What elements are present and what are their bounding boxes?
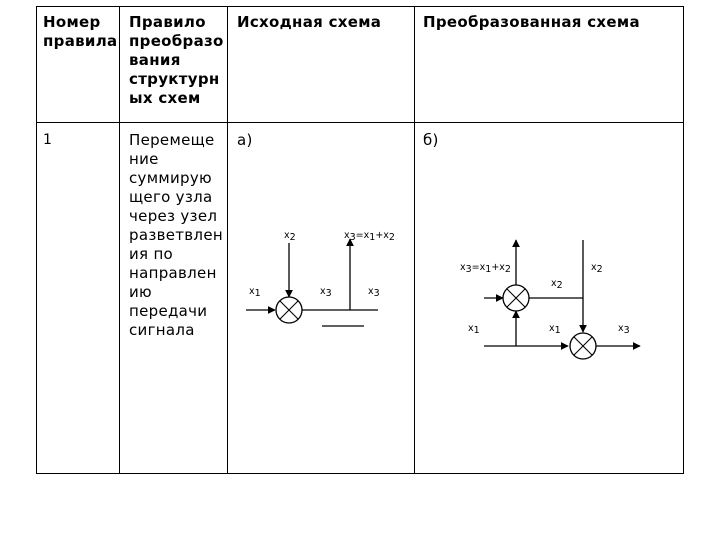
diagram-a: [246, 230, 395, 326]
label-x3-eq-b: x3=x1+x2: [460, 262, 511, 275]
rule-description: Перемеще ние суммирую щего узла через узел разветвлен ия по направлен ию передачи сигнала: [129, 131, 223, 339]
label-x3-eq-a: x3=x1+x2: [344, 230, 395, 243]
label-x3-mid-a: x3: [320, 286, 332, 299]
diagram-b: [460, 240, 640, 359]
label-x1-left-b: x1: [468, 323, 480, 336]
header-source-diagram: Исходная схема: [237, 13, 382, 31]
summing-node-2-icon: [570, 333, 596, 359]
label-b: б): [423, 131, 439, 149]
header-transformed-diagram: Преобразованная схема: [423, 13, 640, 31]
label-x1-mid-b: x1: [549, 323, 561, 336]
rule-number: 1: [43, 132, 53, 148]
label-x2-mid-b: x2: [551, 278, 563, 291]
label-a: а): [237, 131, 253, 149]
summing-node-icon: [276, 297, 302, 323]
header-rule-number: Номер правила: [43, 13, 118, 50]
label-x2-a: x2: [284, 230, 296, 243]
header-rule-name: Правило преобразо вания структурн ых схем: [129, 13, 224, 107]
summing-node-1-icon: [503, 285, 529, 311]
label-x3-out-b: x3: [618, 323, 630, 336]
label-x2-right-b: x2: [591, 262, 603, 275]
label-x1-a: x1: [249, 286, 261, 299]
label-x3-right-a: x3: [368, 286, 380, 299]
